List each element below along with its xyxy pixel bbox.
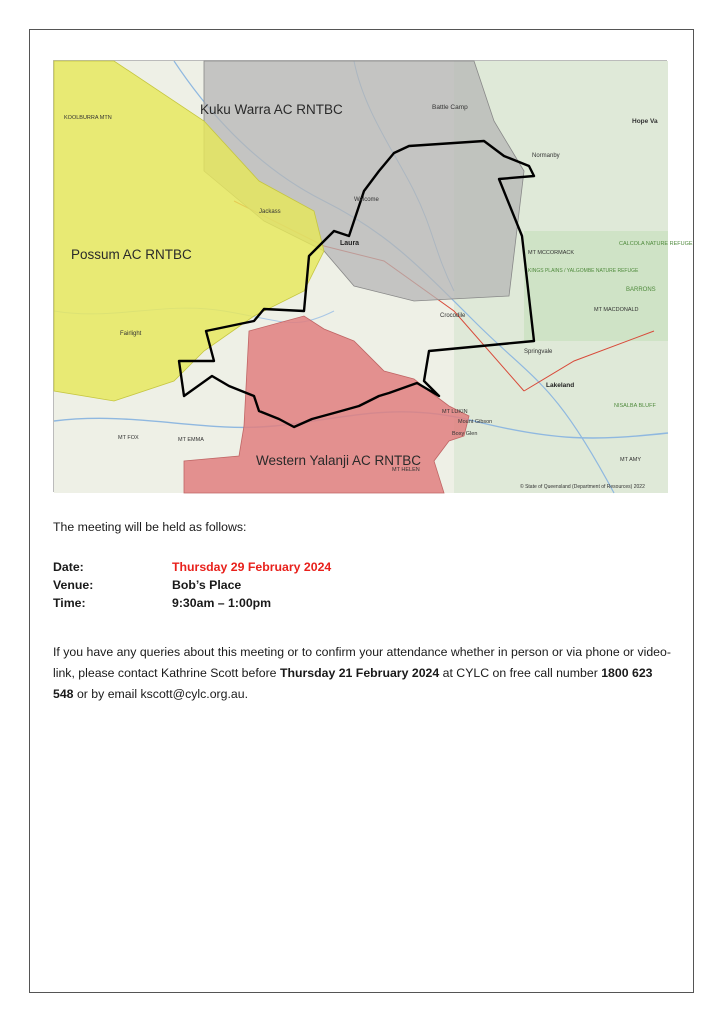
map-place-label: Laura bbox=[340, 240, 360, 247]
map-place-label: Mount Gibson bbox=[458, 419, 493, 425]
map-place-label: Normanby bbox=[532, 153, 560, 159]
meeting-details-section bbox=[53, 518, 673, 701]
region-map bbox=[53, 60, 693, 492]
map-place-label: Crocodile bbox=[440, 313, 466, 319]
map-place-label: MT HELEN bbox=[392, 467, 420, 473]
contact-text-2: at CYLC on free call number bbox=[439, 666, 602, 680]
phone-number: 1800 623 548 bbox=[53, 666, 653, 701]
time-value: 9:30am – 1:00pm bbox=[172, 596, 272, 610]
map-place-label: MT MACDONALD bbox=[594, 307, 639, 313]
time-row bbox=[53, 594, 673, 612]
rsvp-deadline: Thursday 21 February 2024 bbox=[279, 666, 440, 680]
map-place-label: NISALBA BLUFF bbox=[614, 403, 656, 409]
venue-value: Bob’s Place bbox=[172, 578, 242, 592]
map-place-label: MT FOX bbox=[118, 435, 139, 441]
map-place-label: MT AMY bbox=[620, 457, 641, 463]
date-label: Date: bbox=[53, 560, 84, 574]
possum-label: Possum AC RNTBC bbox=[71, 247, 192, 262]
contact-text-1: If you have any queries about this meeting or to confirm your attendance whether in person or via phone or video-link, please contact Kathrine Scott before bbox=[53, 645, 671, 680]
meeting-details bbox=[53, 558, 673, 612]
map-place-label: Hope Va bbox=[632, 118, 658, 125]
map-copyright: © State of Queensland (Department of Resources) 2022 bbox=[520, 484, 645, 490]
map-place-label: Welcome bbox=[354, 197, 379, 203]
map-place-label: Boxy Glen bbox=[452, 431, 478, 437]
map-svg bbox=[54, 61, 693, 493]
map-place-label: Springvale bbox=[524, 349, 553, 355]
map-place-label: CALCOLA NATURE REFUGE bbox=[619, 241, 693, 247]
map-place-label: BARRONS bbox=[626, 287, 656, 293]
map-place-label: MT LUKIN bbox=[442, 409, 468, 415]
venue-label: Venue: bbox=[53, 578, 94, 592]
map-place-label: Lakeland bbox=[546, 382, 575, 389]
map-place-label: KOOLBURRA MTN bbox=[64, 115, 112, 121]
contact-text-3: or by email kscott@cylc.org.au. bbox=[73, 687, 248, 701]
map-nature-refuge bbox=[524, 231, 668, 341]
meeting-intro: The meeting will be held as follows: bbox=[53, 520, 247, 534]
contact-paragraph bbox=[53, 642, 675, 705]
map-place-label: Battle Camp bbox=[432, 104, 468, 111]
map-place-label: Fairlight bbox=[120, 331, 142, 337]
kuku-warra-label: Kuku Warra AC RNTBC bbox=[200, 102, 343, 117]
time-label: Time: bbox=[53, 596, 86, 610]
map-place-label: Jackass bbox=[259, 209, 281, 215]
western-yalanji-label: Western Yalanji AC RNTBC bbox=[256, 453, 422, 468]
date-row bbox=[53, 558, 673, 576]
map-place-label: KINGS PLAINS / YALGOMBE NATURE REFUGE bbox=[528, 268, 639, 274]
venue-row bbox=[53, 576, 673, 594]
map-place-label: MT MCCORMACK bbox=[528, 250, 575, 256]
map-place-label: MT EMMA bbox=[178, 437, 204, 443]
date-value: Thursday 29 February 2024 bbox=[172, 560, 332, 574]
